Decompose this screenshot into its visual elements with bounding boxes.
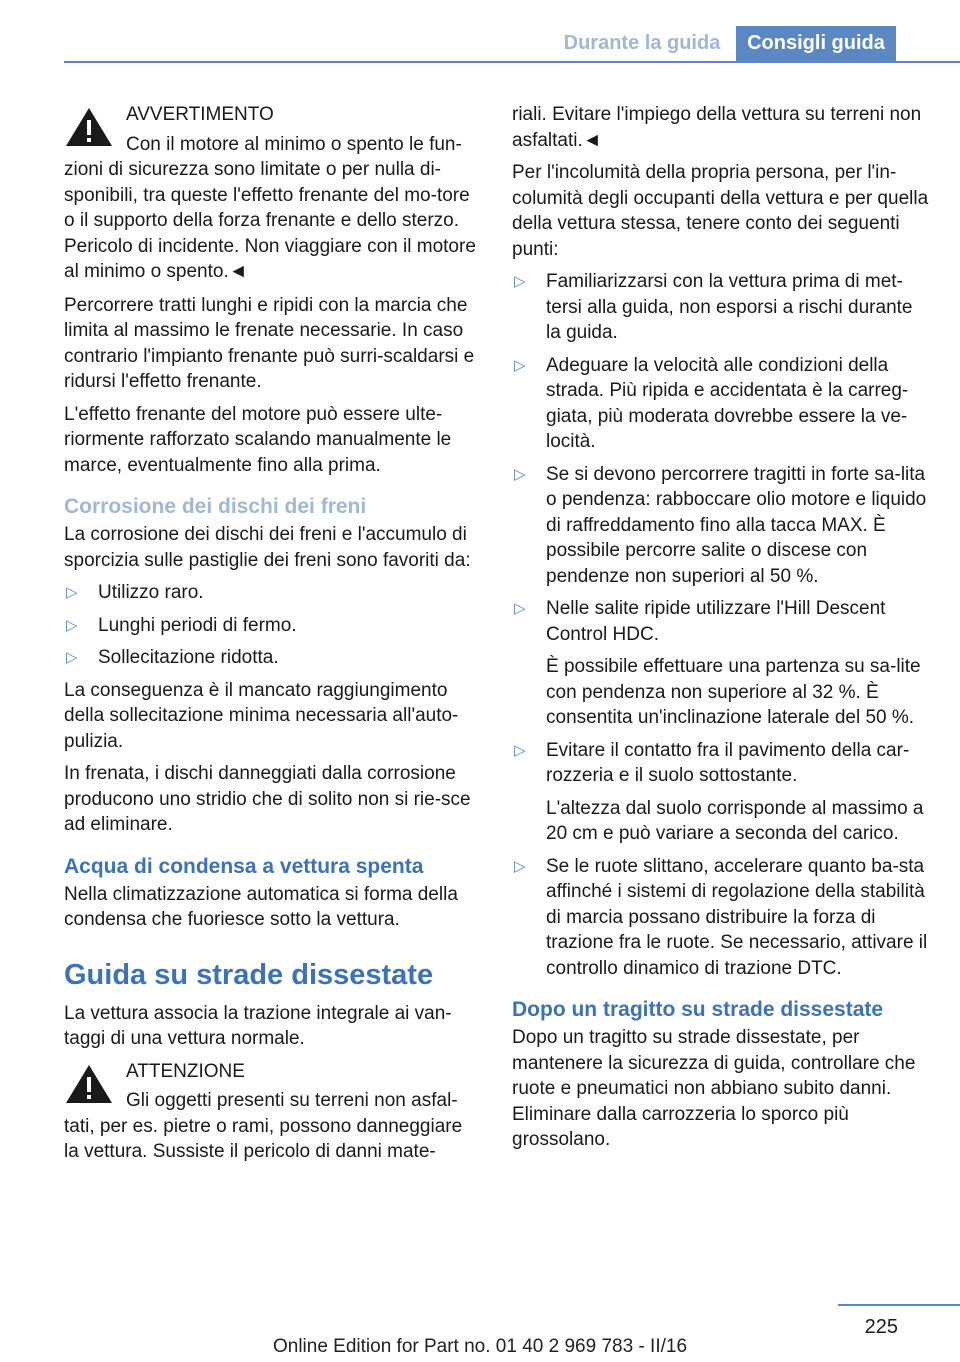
footer-divider	[838, 1304, 960, 1306]
list-item	[512, 738, 930, 847]
list-item: ▷ Familiarizzarsi con la vettura prima di met-tersi alla guida, non esporsi a rischi durante la guida.	[512, 269, 930, 346]
page-number: 225	[864, 1316, 898, 1338]
list-item-note: L'altezza dal suolo corrisponde al massimo a 20 cm e può variare a seconda del carico.	[546, 797, 924, 844]
chapter-heading: Guida su strade dissestate	[64, 958, 434, 991]
list-item: ▷ Se si devono percorrere tragitti in forte sa-lita o pendenza: rabboccare olio motore e liquido di raffreddamento fino alla tacca MAX. È possibile percorre salite o discese con pendenze non superiori al 50 %.	[512, 462, 930, 590]
list-item-text: Evitare il contatto fra il pavimento della car-rozzeria e il suolo sottostante.	[546, 739, 910, 786]
section-heading-condensation: Acqua di condensa a vettura spenta	[64, 854, 424, 878]
paragraph: In frenata, i dischi danneggiati dalla corrosione producono uno stridio che di solito non si rie-sce ad eliminare.	[64, 763, 471, 835]
list-item: ▷ Se le ruote slittano, accelerare quanto ba-sta affinché i sistemi di regolazione della stabilità di marcia possano distribuire la forza di trazione fra le ruote. Se necessario, attivare il controllo dinamico di trazione DTC.	[512, 854, 930, 982]
bullet-list	[512, 269, 930, 981]
paragraph: Nella climatizzazione automatica si forma della condensa che fuoriesce sotto la vettura.	[64, 883, 458, 930]
list-item	[512, 596, 930, 731]
section-heading-after-rough-road: Dopo un tragitto su strade dissestate	[512, 998, 884, 1021]
section-tab: Durante la guida	[548, 26, 736, 62]
right-column	[512, 102, 930, 1160]
header-divider	[64, 61, 960, 63]
chapter-tab: Consigli guida	[736, 26, 896, 62]
warning-title: AVVERTIMENTO	[126, 104, 274, 125]
edition-footer: Online Edition for Part no. 01 40 2 969 783 - II/16	[272, 1336, 688, 1357]
warning-title: ATTENZIONE	[126, 1060, 245, 1082]
warning-triangle-icon	[64, 106, 114, 148]
section-heading-corrosion: Corrosione dei dischi dei freni	[64, 495, 367, 518]
paragraph: Dopo un tragitto su strade dissestate, per mantenere la sicurezza di guida, controllare che ruote e pneumatici non abbiano subito danni. Eliminare dalla carrozzeria lo sporco più grossolano.	[512, 1027, 916, 1150]
list-item-note: È possibile effettuare una partenza su sa-lite con pendenza non superiore al 32 %. È consentita un'inclinazione laterale del 50 %.	[546, 656, 921, 728]
paragraph: Per l'incolumità della propria persona, per l'in-columità degli occupanti della vettura e per quella della vettura stessa, tenere conto dei seguenti punti:	[512, 162, 929, 260]
page-header	[0, 0, 960, 62]
paragraph: Percorrere tratti lunghi e ripidi con la marcia che limita al massimo le frenate necessarie. In caso contrario l'impianto frenante può surri-scaldarsi e ridursi l'effetto frenante.	[64, 294, 475, 392]
left-column	[64, 102, 480, 1173]
list-item: ▷ Sollecitazione ridotta.	[64, 645, 480, 671]
warning-block	[64, 102, 480, 285]
list-item: ▷ Utilizzo raro.	[64, 580, 480, 606]
bullet-list	[64, 580, 480, 671]
warning-text: Con il motore al minimo o spento le fun-zioni di sicurezza sono limitate o per nulla di-sponibili, tra queste l'effetto frenante del mo-tore o il supporto della forza frenante e dello sterzo. Pericolo di incidente. Non viaggiare con il motore al minimo o spento.◄	[64, 133, 476, 282]
paragraph: La conseguenza è il mancato raggiungimento della sollecitazione minima necessaria all'auto-pulizia.	[64, 679, 459, 752]
paragraph: riali. Evitare l'impiego della vettura su terreni non asfaltati.◄	[512, 104, 922, 151]
paragraph: La vettura associa la trazione integrale ai van-taggi di una vettura normale.	[64, 1002, 452, 1049]
paragraph: L'effetto frenante del motore può essere ulte-riormente rafforzato scalando manualmente le marce, eventualmente fino alla prima.	[64, 403, 452, 476]
warning-block	[64, 1059, 480, 1165]
warning-text: Gli oggetti presenti su terreni non asfal-tati, per es. pietre o rami, possono danneggiare la vettura. Sussiste il pericolo di danni mate-	[64, 1090, 463, 1162]
list-item-text: Nelle salite ripide utilizzare l'Hill Descent Control HDC.	[546, 598, 886, 645]
list-item: ▷ Lunghi periodi di fermo.	[64, 613, 480, 639]
paragraph: La corrosione dei dischi dei freni e l'accumulo di sporcizia sulle pastiglie dei freni sono favoriti da:	[64, 524, 471, 571]
warning-triangle-icon	[64, 1063, 114, 1105]
list-item: ▷ Adeguare la velocità alle condizioni della strada. Più ripida e accidentata è la carreg-giata, più moderata dovrebbe essere la ve-locità.	[512, 353, 930, 455]
